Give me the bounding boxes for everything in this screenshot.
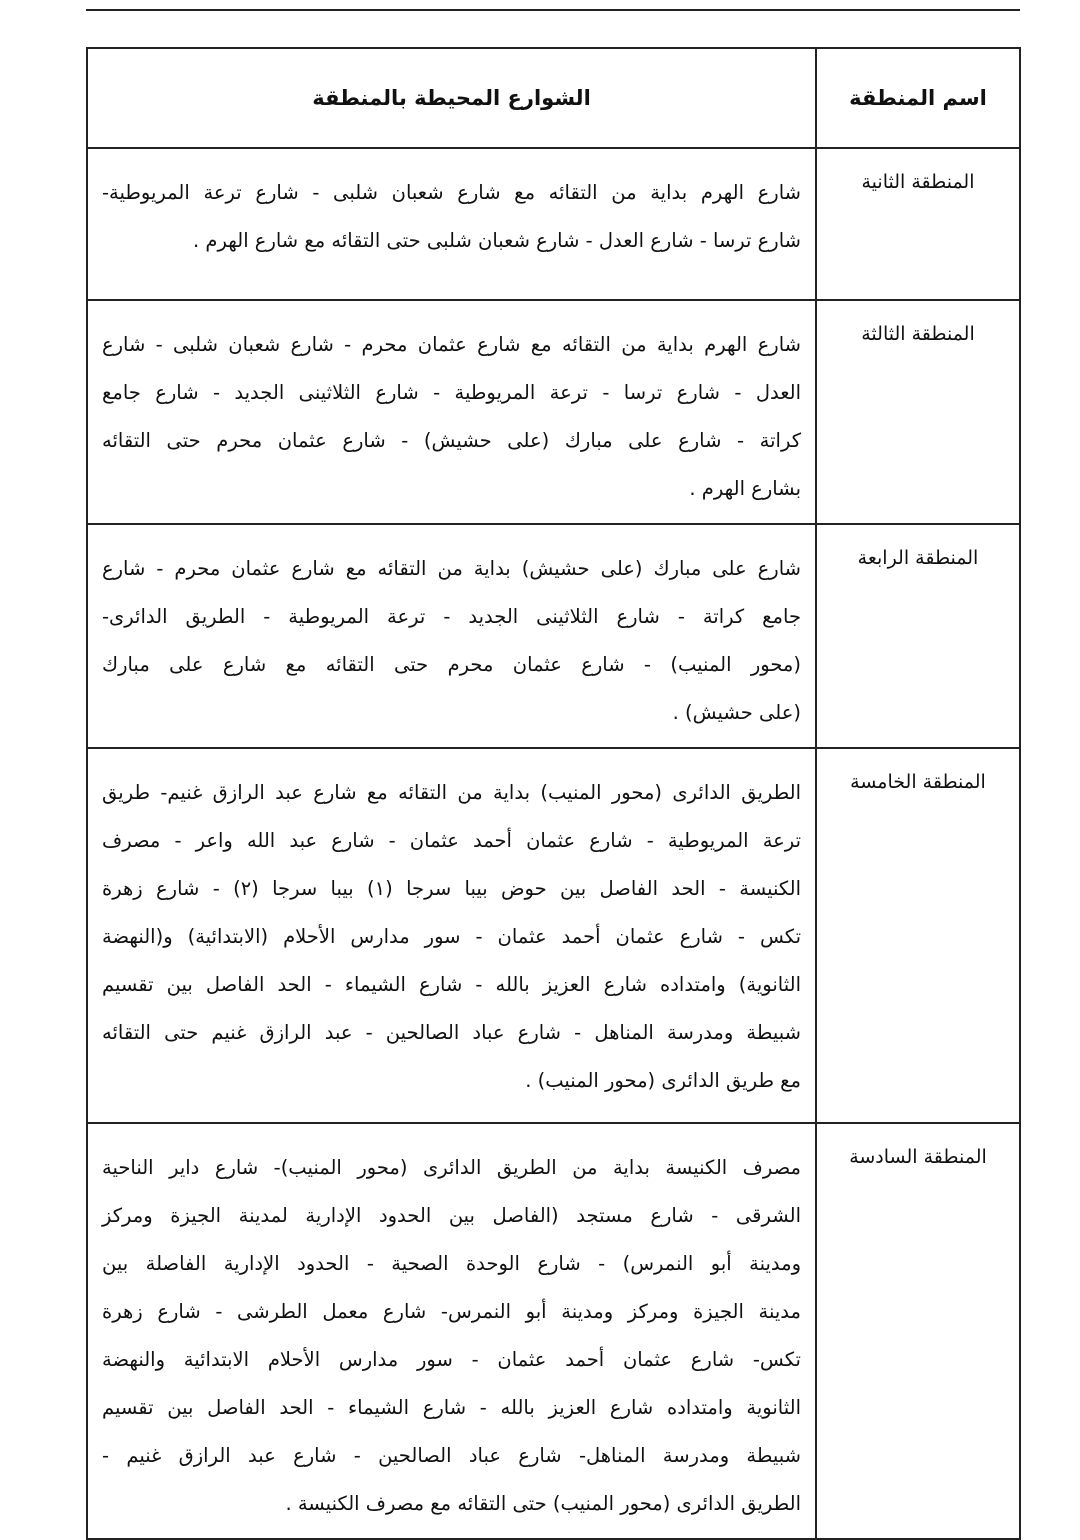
top-rule — [86, 9, 1020, 11]
zone-name: المنطقة الرابعة — [816, 524, 1020, 748]
street-line: ترعة المريوطية - شارع عثمان أحمد عثمان - شارع عبد الله واعر - مصرف — [102, 829, 801, 852]
table-row — [87, 524, 1020, 748]
header-surrounding-streets: الشوارع المحيطة بالمنطقة — [87, 48, 816, 148]
street-line: (على حشيش) . — [672, 701, 801, 724]
street-line: شبيطة ومدرسة المناهل - شارع عباد الصالحين - عبد الرازق غنيم حتى التقائه — [102, 1021, 801, 1044]
zone-streets — [87, 524, 816, 748]
street-line: كراتة - شارع على مبارك (على حشيش) - شارع عثمان محرم حتى التقائه — [102, 429, 801, 452]
zones-table — [86, 47, 1021, 1540]
zone-name: المنطقة الخامسة — [816, 748, 1020, 1123]
table-row — [87, 748, 1020, 1123]
street-line: بشارع الهرم . — [689, 477, 801, 500]
street-line: شارع الهرم بداية من التقائه مع شارع عثمان محرم - شارع شعبان شلبى - شارع — [102, 333, 801, 356]
street-line: مع طريق الدائرى (محور المنيب) . — [525, 1069, 801, 1092]
zone-name: المنطقة السادسة — [816, 1123, 1020, 1539]
street-line: الطريق الدائرى (محور المنيب) بداية من التقائه مع شارع عبد الرازق غنيم- طريق — [102, 781, 801, 804]
street-line: تكس - شارع عثمان أحمد عثمان - سور مدارس الأحلام (الابتدائية) و(النهضة — [102, 925, 801, 948]
header-zone-name: اسم المنطقة — [816, 48, 1020, 148]
street-line: تكس- شارع عثمان أحمد عثمان - سور مدارس الأحلام الابتدائية والنهضة — [102, 1348, 801, 1371]
zone-name: المنطقة الثالثة — [816, 300, 1020, 524]
zone-streets — [87, 1123, 816, 1539]
street-line: شارع الهرم بداية من التقائه مع شارع شعبان شلبى - شارع ترعة المريوطية- — [102, 181, 801, 204]
table-row — [87, 1123, 1020, 1539]
street-line: شارع ترسا - شارع العدل - شارع شعبان شلبى حتى التقائه مع شارع الهرم . — [193, 229, 801, 252]
street-line: مدينة الجيزة ومركز ومدينة أبو النمرس- شارع معمل الطرشى - شارع زهرة — [102, 1300, 801, 1323]
table-row — [87, 300, 1020, 524]
zone-streets — [87, 148, 816, 300]
street-line: الثانوية وامتداده شارع العزيز بالله - شارع الشيماء - الحد الفاصل بين تقسيم — [102, 1396, 801, 1419]
street-line: شارع على مبارك (على حشيش) بداية من التقائه مع شارع عثمان محرم - شارع — [102, 557, 801, 580]
street-line: العدل - شارع ترسا - ترعة المريوطية - شارع الثلاثينى الجديد - شارع جامع — [102, 381, 801, 404]
zone-streets — [87, 748, 816, 1123]
street-line: شبيطة ومدرسة المناهل- شارع عباد الصالحين - شارع عبد الرازق غنيم - — [102, 1444, 801, 1467]
street-line: الطريق الدائرى (محور المنيب) حتى التقائه مع مصرف الكنيسة . — [285, 1492, 801, 1515]
street-line: (محور المنيب) - شارع عثمان محرم حتى التقائه مع شارع على مبارك — [102, 653, 801, 676]
zone-streets — [87, 300, 816, 524]
street-line: الكنيسة - الحد الفاصل بين حوض بيبا سرجا (١) بيبا سرجا (٢) - شارع زهرة — [102, 877, 801, 900]
street-line: الثانوية) وامتداده شارع العزيز بالله - شارع الشيماء - الحد الفاصل بين تقسيم — [102, 973, 801, 996]
zone-name: المنطقة الثانية — [816, 148, 1020, 300]
street-line: جامع كراتة - شارع الثلاثينى الجديد - ترعة المريوطية - الطريق الدائرى- — [102, 605, 801, 628]
street-line: الشرقى - شارع مستجد (الفاصل بين الحدود الإدارية لمدينة الجيزة ومركز — [102, 1204, 801, 1227]
street-line: مصرف الكنيسة بداية من الطريق الدائرى (محور المنيب)- شارع داير الناحية — [102, 1156, 801, 1179]
header-row — [87, 48, 1020, 148]
street-line: ومدينة أبو النمرس) - شارع الوحدة الصحية - الحدود الإدارية الفاصلة بين — [102, 1252, 801, 1275]
table-row — [87, 148, 1020, 300]
